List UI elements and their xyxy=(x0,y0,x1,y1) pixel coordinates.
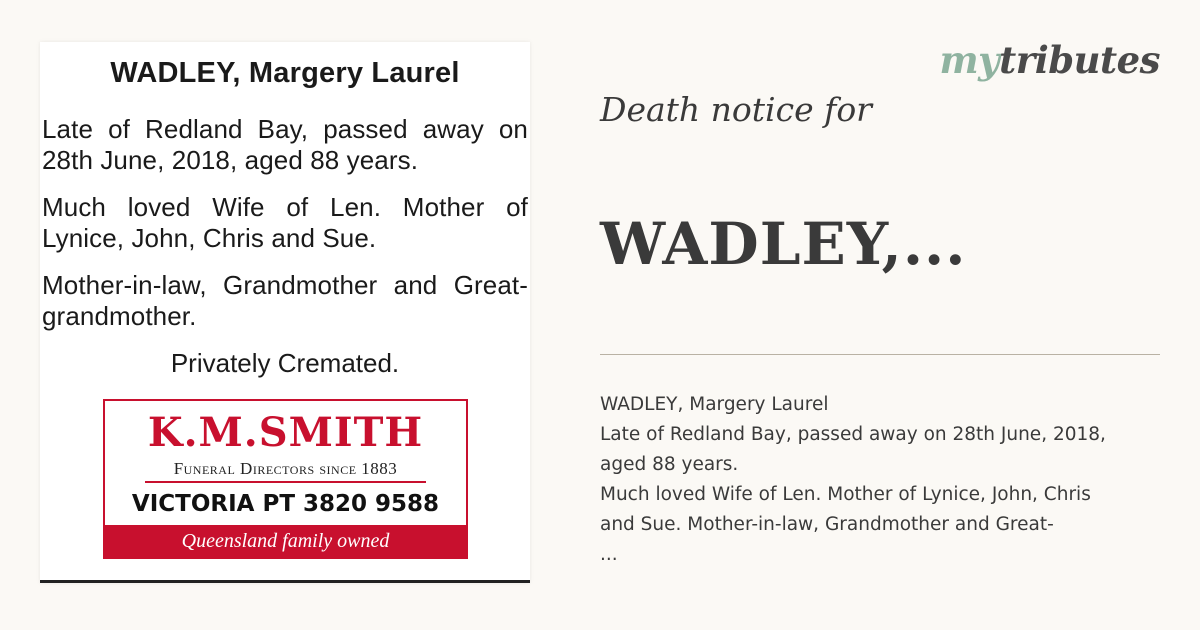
deceased-name-title: WADLEY,... xyxy=(600,210,967,278)
advert-tagline: Queensland family owned xyxy=(105,525,466,557)
notice-paragraph-residence: Late of Redland Bay, passed away on 28th June, 2018, aged 88 years. xyxy=(42,114,528,175)
excerpt-line: Late of Redland Bay, passed away on 28th June, 2018, xyxy=(600,424,1106,445)
advert-divider xyxy=(145,481,426,483)
advert-phone: VICTORIA PT 3820 9588 xyxy=(131,491,440,517)
notice-paragraph-family: Much loved Wife of Len. Mother of Lynice, John, Chris and Sue. xyxy=(42,192,528,253)
section-divider xyxy=(600,354,1160,355)
funeral-director-advert xyxy=(103,399,468,559)
notice-title: WADLEY, Margery Laurel xyxy=(110,57,460,89)
advert-company-name: K.M.SMITH xyxy=(147,409,424,456)
excerpt-ellipsis: ... xyxy=(600,544,618,565)
excerpt-line: and Sue. Mother-in-law, Grandmother and Great- xyxy=(600,514,1054,535)
logo-part-my: my xyxy=(939,38,1000,82)
excerpt-line: WADLEY, Margery Laurel xyxy=(600,394,829,415)
logo-part-tributes: tributes xyxy=(999,38,1160,82)
excerpt-line: aged 88 years. xyxy=(600,454,739,475)
page-heading: Death notice for xyxy=(600,90,872,129)
advert-subtitle: Funeral Directors since 1883 xyxy=(173,459,398,478)
notice-excerpt xyxy=(600,390,1150,570)
notice-closing: Privately Cremated. xyxy=(170,348,400,378)
excerpt-line: Much loved Wife of Len. Mother of Lynice, John, Chris xyxy=(600,484,1091,505)
death-notice-clipping xyxy=(40,42,530,583)
notice-paragraph-relations: Mother-in-law, Grandmother and Great-grandmother. xyxy=(42,270,528,331)
mytributes-logo[interactable] xyxy=(939,38,1160,82)
